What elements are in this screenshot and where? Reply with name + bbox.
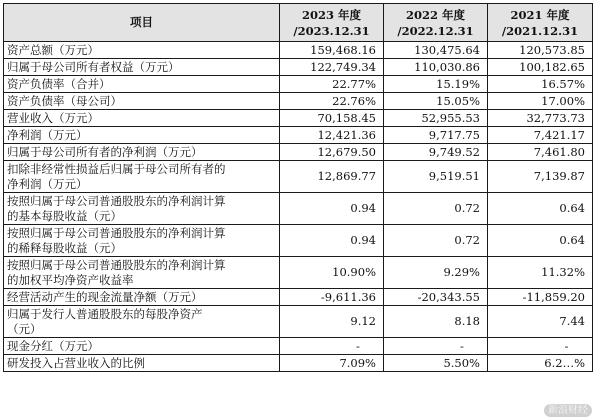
row-label-line: 扣除非经常性损益后归属于母公司所有者的 xyxy=(7,161,226,176)
row-label-line: 按照归属于母公司普通股股东的净利润计算 xyxy=(7,257,226,272)
value-cell-year-2023: 7.09% xyxy=(280,355,384,372)
table-row xyxy=(4,193,593,225)
value-cell-year-2023: 12,421.36 xyxy=(280,127,384,144)
value-cell-year-2022: 5.50% xyxy=(384,355,488,372)
value-cell-year-2021: 17.00% xyxy=(488,93,593,110)
value-cell-year-2021: 11.32% xyxy=(488,257,593,289)
value-cell-year-2021: 100,182.65 xyxy=(488,59,593,76)
row-label xyxy=(4,338,280,355)
row-label-line: 资产负债率（合并） xyxy=(7,76,111,91)
value-cell-year-2022: -20,343.55 xyxy=(384,289,488,306)
row-label-line: 归属于发行人普通股股东的每股净资产 xyxy=(7,306,203,321)
header-year-2023-line1: 2023 年度 xyxy=(301,7,361,22)
value-cell-year-2022: 0.72 xyxy=(384,225,488,257)
row-label xyxy=(4,193,280,225)
value-cell-year-2021: 7,421.17 xyxy=(488,127,593,144)
row-label-line: 归属于母公司所有者权益（万元） xyxy=(7,59,180,74)
value-cell-year-2023: 10.90% xyxy=(280,257,384,289)
header-year-2023-line2: /2023.12.31 xyxy=(293,23,370,38)
row-label-line: 归属于母公司所有者的净利润（万元） xyxy=(7,144,203,159)
row-label xyxy=(4,257,280,289)
row-label-line: 资产总额（万元） xyxy=(7,42,99,57)
value-cell-year-2021: 32,773.73 xyxy=(488,110,593,127)
value-cell-year-2022: 9.29% xyxy=(384,257,488,289)
value-cell-year-2022: 52,955.53 xyxy=(384,110,488,127)
value-cell-year-2023: -9,611.36 xyxy=(280,289,384,306)
row-label-line: 研发投入占营业收入的比例 xyxy=(7,355,145,370)
row-label-line: 净利润（万元） xyxy=(7,176,88,191)
value-cell-year-2023: 159,468.16 xyxy=(280,42,384,59)
value-cell-year-2023: 0.94 xyxy=(280,193,384,225)
value-cell-year-2021: 0.64 xyxy=(488,193,593,225)
value-cell-year-2022: 9,717.75 xyxy=(384,127,488,144)
value-cell-year-2021: 16.57% xyxy=(488,76,593,93)
table-row xyxy=(4,127,593,144)
table-body xyxy=(4,42,593,372)
row-label-line: 的稀释每股收益（元） xyxy=(7,240,122,255)
value-cell-year-2021: 7,461.80 xyxy=(488,144,593,161)
row-label xyxy=(4,93,280,110)
table-row xyxy=(4,93,593,110)
table-row xyxy=(4,289,593,306)
value-cell-year-2023: 9.12 xyxy=(280,306,384,338)
row-label-line: 的加权平均净资产收益率 xyxy=(7,272,134,287)
value-cell-year-2021: 0.64 xyxy=(488,225,593,257)
header-row xyxy=(4,4,593,42)
value-cell-year-2021: -11,859.20 xyxy=(488,289,593,306)
header-item: 项目 xyxy=(4,4,280,42)
table-row xyxy=(4,355,593,372)
value-cell-year-2021: 7.44 xyxy=(488,306,593,338)
value-cell-year-2022: 0.72 xyxy=(384,193,488,225)
table-row xyxy=(4,161,593,193)
row-label-line: （元） xyxy=(7,321,42,336)
value-cell-year-2022: 15.19% xyxy=(384,76,488,93)
row-label-line: 的基本每股收益（元） xyxy=(7,208,122,223)
value-cell-year-2021: 120,573.85 xyxy=(488,42,593,59)
row-label xyxy=(4,289,280,306)
watermark: 新浪财经 xyxy=(544,404,592,417)
value-cell-year-2023: 0.94 xyxy=(280,225,384,257)
row-label xyxy=(4,306,280,338)
value-cell-year-2022: 9,519.51 xyxy=(384,161,488,193)
table-row xyxy=(4,110,593,127)
header-year-2023 xyxy=(280,4,384,42)
value-cell-year-2023: 70,158.45 xyxy=(280,110,384,127)
value-cell-year-2023: - xyxy=(280,338,384,355)
value-cell-year-2022: 9,749.52 xyxy=(384,144,488,161)
row-label xyxy=(4,110,280,127)
header-year-2021 xyxy=(488,4,593,42)
value-cell-year-2022: 8.18 xyxy=(384,306,488,338)
row-label xyxy=(4,76,280,93)
value-cell-year-2021: - xyxy=(488,338,593,355)
row-label xyxy=(4,144,280,161)
value-cell-year-2023: 22.76% xyxy=(280,93,384,110)
value-cell-year-2023: 12,679.50 xyxy=(280,144,384,161)
table-row xyxy=(4,257,593,289)
header-year-2022-line1: 2022 年度 xyxy=(405,7,465,22)
row-label-line: 资产负债率（母公司） xyxy=(7,93,122,108)
table-row xyxy=(4,306,593,338)
header-year-2022 xyxy=(384,4,488,42)
table-row xyxy=(4,59,593,76)
value-cell-year-2022: 15.05% xyxy=(384,93,488,110)
row-label xyxy=(4,127,280,144)
table-row xyxy=(4,338,593,355)
row-label-line: 按照归属于母公司普通股股东的净利润计算 xyxy=(7,193,226,208)
header-year-2022-line2: /2022.12.31 xyxy=(397,23,474,38)
row-label-line: 现金分红（万元） xyxy=(7,338,99,353)
value-cell-year-2023: 122,749.34 xyxy=(280,59,384,76)
table-row xyxy=(4,42,593,59)
table-row xyxy=(4,76,593,93)
value-cell-year-2023: 22.77% xyxy=(280,76,384,93)
row-label xyxy=(4,225,280,257)
value-cell-year-2021: 6.2…% xyxy=(488,355,593,372)
row-label xyxy=(4,42,280,59)
row-label-line: 净利润（万元） xyxy=(7,127,88,142)
table-row xyxy=(4,144,593,161)
row-label-line: 经营活动产生的现金流量净额（万元） xyxy=(7,289,203,304)
row-label xyxy=(4,59,280,76)
row-label-line: 按照归属于母公司普通股股东的净利润计算 xyxy=(7,225,226,240)
value-cell-year-2022: 110,030.86 xyxy=(384,59,488,76)
value-cell-year-2023: 12,869.77 xyxy=(280,161,384,193)
header-year-2021-line2: /2021.12.31 xyxy=(501,23,579,38)
value-cell-year-2021: 7,139.87 xyxy=(488,161,593,193)
row-label xyxy=(4,161,280,193)
financial-indicators-table xyxy=(3,3,593,372)
row-label xyxy=(4,355,280,372)
row-label-line: 营业收入（万元） xyxy=(7,110,99,125)
value-cell-year-2022: 130,475.64 xyxy=(384,42,488,59)
table-row xyxy=(4,225,593,257)
header-year-2021-line1: 2021 年度 xyxy=(510,7,570,22)
value-cell-year-2022: - xyxy=(384,338,488,355)
